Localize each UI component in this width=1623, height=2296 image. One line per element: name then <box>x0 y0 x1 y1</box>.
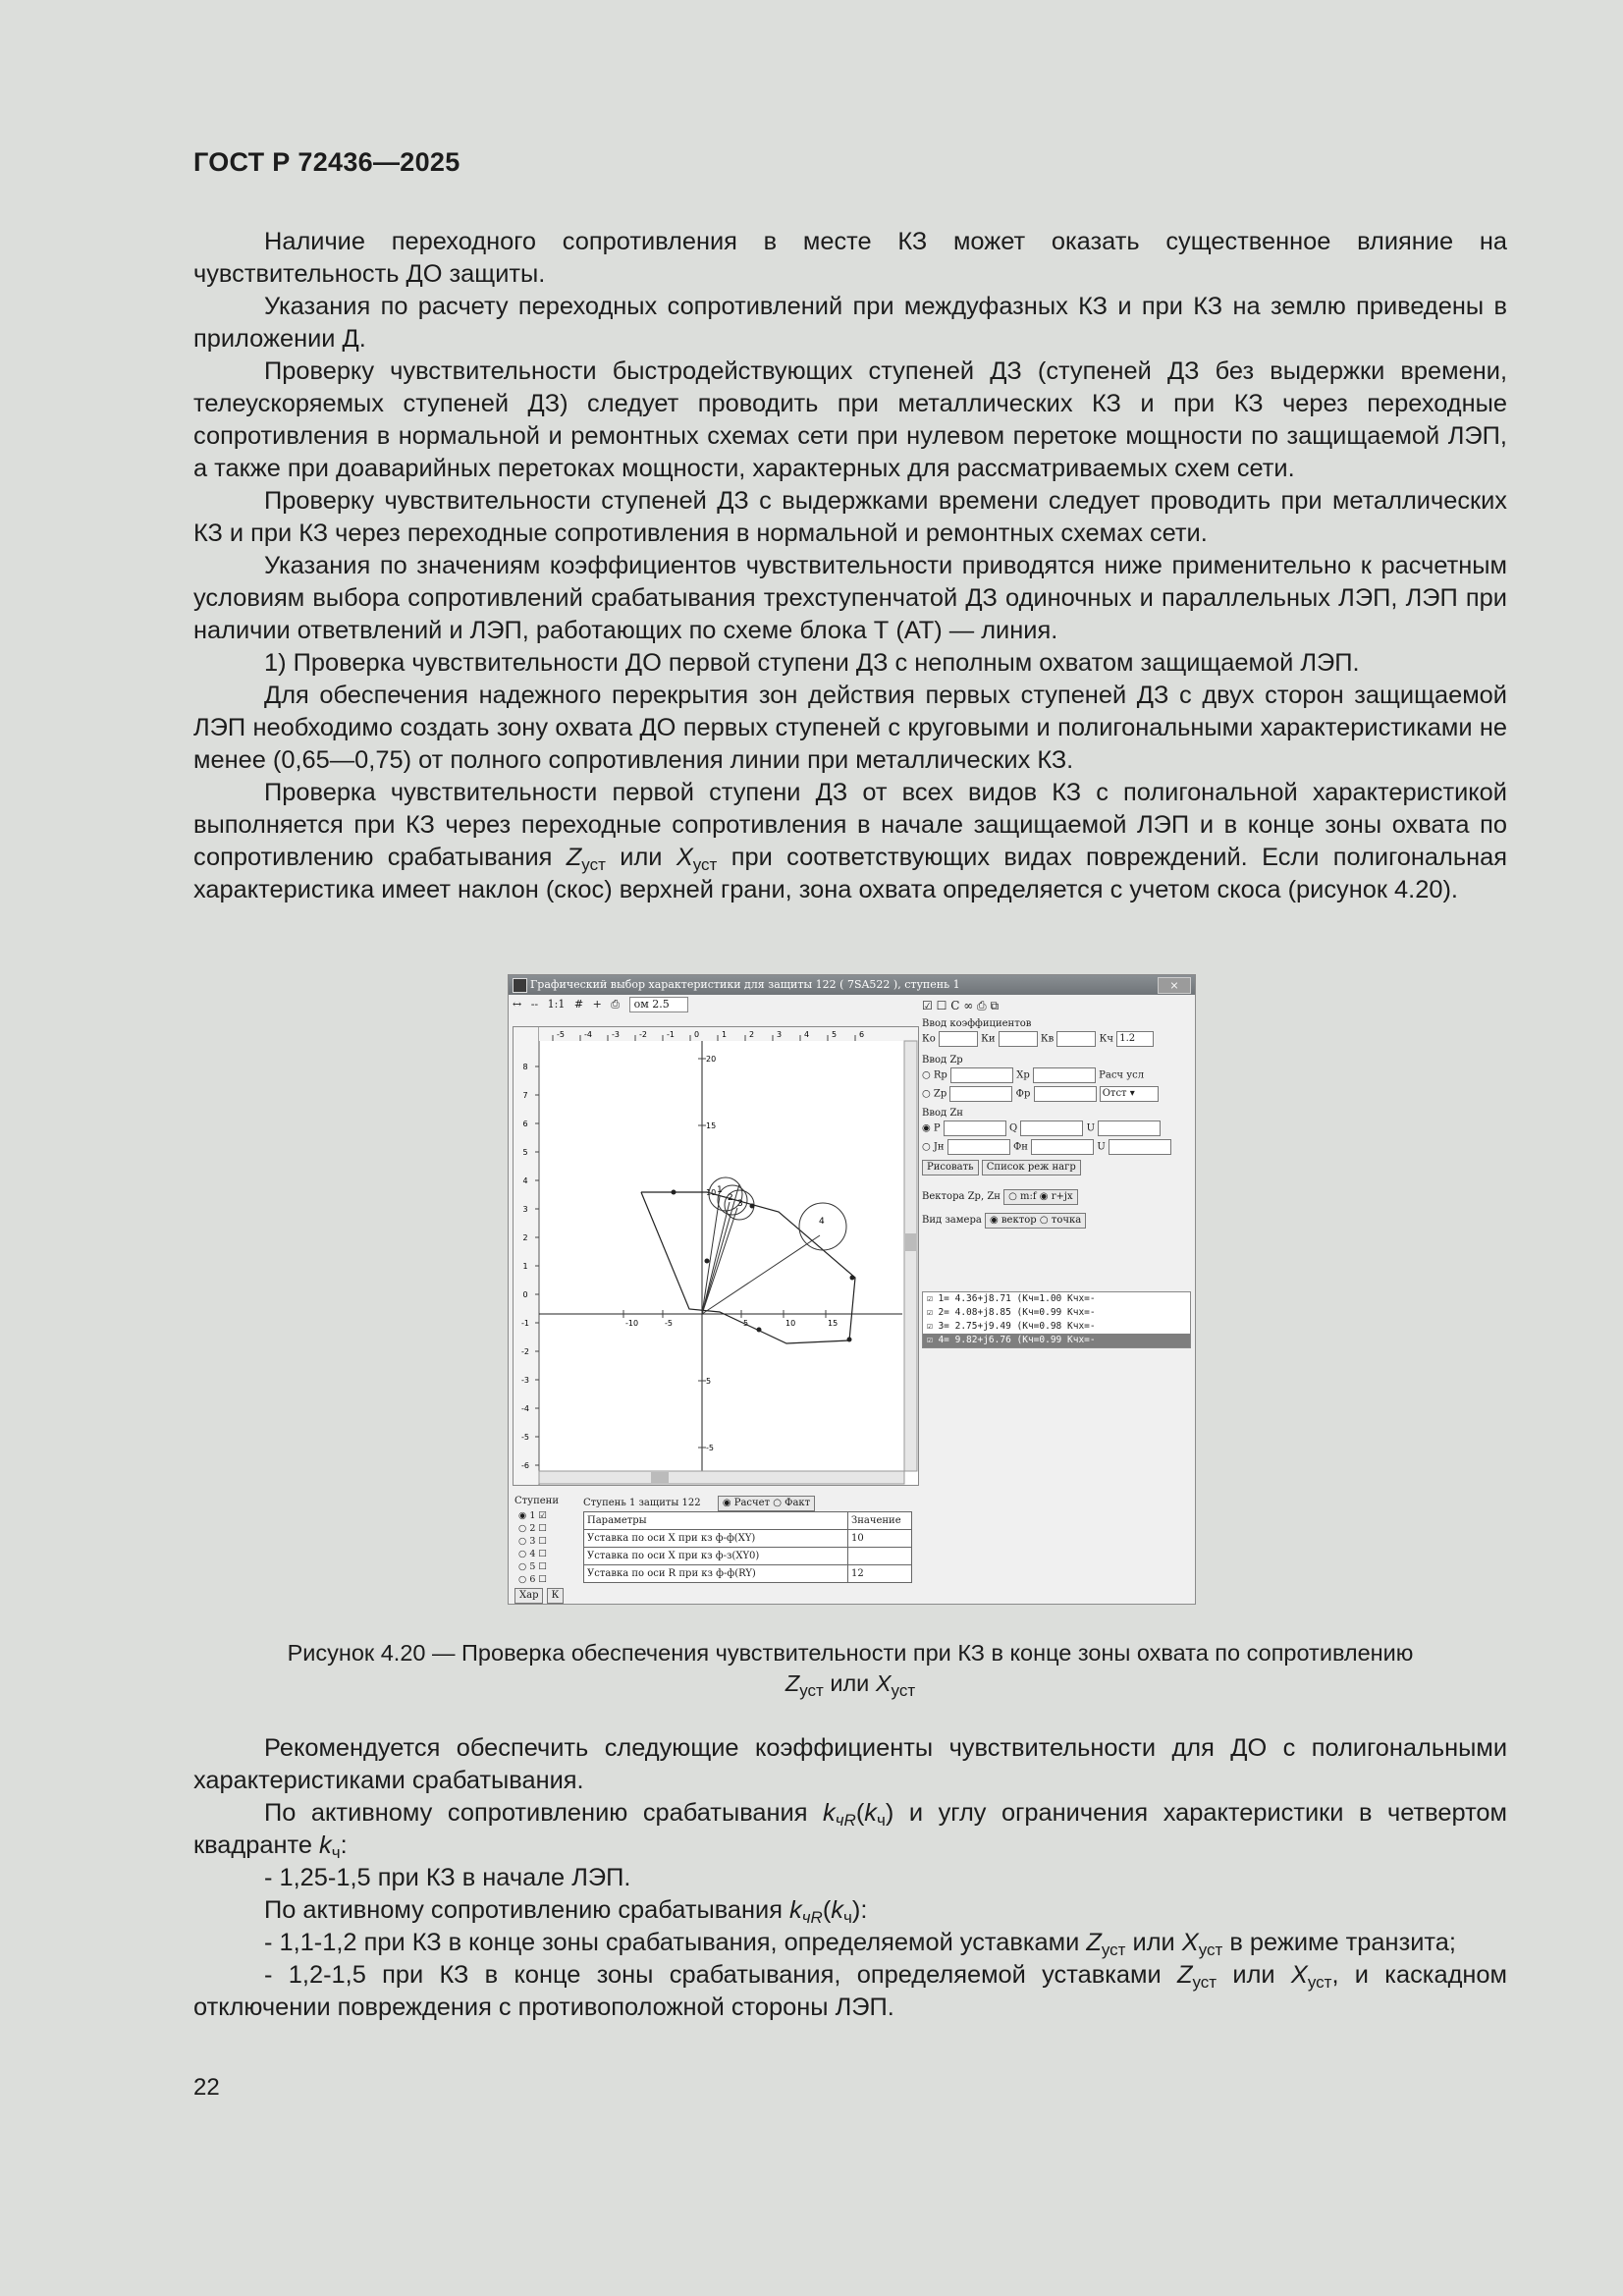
ki-field[interactable] <box>999 1031 1038 1047</box>
window-titlebar <box>509 975 1195 995</box>
ko-field[interactable] <box>939 1031 978 1047</box>
tick-label: -2 <box>639 1030 647 1039</box>
table-cell[interactable]: 10 <box>848 1530 912 1548</box>
fr-field[interactable] <box>1034 1086 1097 1102</box>
tick-label: 20 <box>706 1055 717 1064</box>
stage-title: Ступень 1 защиты 122 <box>583 1498 701 1508</box>
stage-radio[interactable]: ○ 2 ☐ <box>518 1523 547 1534</box>
paragraph: Для обеспечения надежного перекрытия зон действия первых ступеней ДЗ с двух сторон защищаемой ЛЭП необходимо создать зону охвата ДО первых ступеней с круговыми и полигональными характеристиками не менее (0,65—0,75) от полного сопротивления линии при металлических КЗ. <box>193 682 1507 774</box>
tick-label: 3 <box>522 1205 528 1214</box>
tab-k[interactable]: К <box>547 1588 565 1604</box>
table-header-row <box>584 1512 912 1530</box>
zp-group-title: Ввод Zp <box>922 1055 963 1066</box>
tick-label: -1 <box>521 1319 529 1328</box>
zn-group-title: Ввод Zн <box>922 1108 963 1119</box>
figure-caption <box>193 1638 1507 1699</box>
zp-field[interactable] <box>949 1086 1012 1102</box>
tick-label: -10 <box>625 1319 639 1328</box>
calc-label: Расч усл <box>1099 1069 1145 1081</box>
figure-window <box>508 974 1196 1605</box>
stage-radio[interactable]: ○ 6 ☐ <box>518 1574 547 1585</box>
square-icon[interactable]: ☐ <box>936 999 947 1012</box>
crosshair-icon[interactable]: + <box>592 998 602 1011</box>
list-item[interactable]: ☑ 3= 2.75+j9.49 (Кч=0.98 Кчх=- <box>927 1321 1096 1332</box>
tick-label: 4 <box>804 1030 810 1039</box>
coef-label: Кч <box>1099 1033 1114 1045</box>
measure-label: Вид замера <box>922 1215 982 1226</box>
circle-4 <box>799 1203 846 1250</box>
tick-label: -5 <box>557 1030 565 1039</box>
table-cell: Уставка по оси X при кз ф-ф(XY) <box>584 1530 848 1548</box>
coef-row <box>922 1031 1191 1047</box>
tick-label: 5 <box>706 1377 712 1386</box>
scale-1-1-button[interactable]: 1:1 <box>547 998 566 1011</box>
print-icon[interactable]: ⎙ <box>611 998 621 1011</box>
vertical-scroll-thumb[interactable] <box>905 1233 916 1251</box>
tick-label: -3 <box>521 1376 529 1385</box>
vector-line <box>702 1235 820 1314</box>
plot-toolbar <box>513 997 694 1012</box>
copy-icon[interactable]: ⧉ <box>990 999 1000 1012</box>
table-row[interactable] <box>584 1565 912 1583</box>
vector-mode-toggle[interactable]: ○ m:f ◉ r+jx <box>1003 1189 1077 1205</box>
tick-label: -1 <box>667 1030 675 1039</box>
rp-label: Rp <box>933 1069 947 1081</box>
draw-button[interactable]: Рисовать <box>922 1160 979 1175</box>
list-item[interactable]: ☑ 2= 4.08+j8.85 (Кч=0.99 Кчх=- <box>927 1307 1096 1318</box>
point-label: 2 <box>728 1193 733 1203</box>
zn-row-2: ○ Jн Фн U <box>922 1139 1191 1155</box>
tick-label: -2 <box>521 1347 529 1356</box>
grid-icon[interactable]: # <box>573 998 584 1011</box>
tick-label: -4 <box>584 1030 592 1039</box>
tick-label: 7 <box>522 1091 528 1100</box>
vectors-label: Вектора Zp, Zн <box>922 1191 1001 1202</box>
tick-label: 5 <box>743 1319 749 1328</box>
paragraph: Рекомендуется обеспечить следующие коэффициенты чувствительности для ДО с полигональными характеристиками срабатывания. <box>193 1734 1507 1794</box>
coef-label: Ко <box>922 1033 936 1045</box>
window-title: Графический выбор характеристики для защиты 122 ( 7SA522 ), ступень 1 <box>530 978 960 991</box>
table-header: Параметры <box>584 1512 848 1530</box>
p-field[interactable] <box>944 1121 1006 1136</box>
fn-label: Фн <box>1012 1141 1028 1153</box>
tick-label: 5 <box>522 1148 528 1157</box>
horizontal-scroll-thumb[interactable] <box>651 1472 669 1483</box>
paragraph: Проверку чувствительности быстродействующих ступеней ДЗ (ступеней ДЗ без выдержки времени, телеускоряемых ступеней ДЗ) следует проводить при металлических КЗ и при КЗ через переходные сопротивления в нормальной и ремонтных схемах сети при нулевом перетоке мощности по защищаемой ЛЭП, а также при доаварийных перетоках мощности, характерных для рассматриваемых схем сети. <box>193 357 1507 482</box>
body-text-top <box>193 226 1507 906</box>
point-marker <box>757 1328 762 1333</box>
stage-radios <box>518 1509 547 1586</box>
caption-line-1: Рисунок 4.20 — Проверка обеспечения чувствительности при КЗ в конце зоны охвата по сопротивлению <box>287 1640 1414 1666</box>
tick-label: 0 <box>694 1030 700 1039</box>
tick-label: 15 <box>706 1121 717 1130</box>
print-icon[interactable]: ⎙ <box>977 999 987 1012</box>
panel-toolbar <box>922 997 1191 1014</box>
zp-label: Zp <box>933 1088 947 1100</box>
stage-radio[interactable]: ○ 5 ☐ <box>518 1561 547 1572</box>
measure-row <box>922 1213 1191 1229</box>
zoom-field[interactable]: ом 2.5 <box>629 997 688 1012</box>
body-text-bottom <box>193 1732 1507 2024</box>
paragraph: Наличие переходного сопротивления в месте КЗ может оказать существенное влияние на чувствительность ДО защиты. <box>193 228 1507 288</box>
impedance-plot[interactable] <box>513 1026 919 1486</box>
q-label: Q <box>1009 1122 1018 1134</box>
coef-group-title: Ввод коэффициентов <box>922 1018 1032 1029</box>
tick-label: 1 <box>522 1262 528 1271</box>
tick-label: -3 <box>612 1030 620 1039</box>
bottom-panel <box>513 1494 1190 1602</box>
point-marker <box>672 1190 676 1195</box>
tick-label: -5 <box>521 1433 529 1442</box>
tick-label: 6 <box>859 1030 865 1039</box>
paragraph: Проверка чувствительности первой ступени ДЗ от всех видов КЗ с полигональной характеристикой выполняется при КЗ через переходные сопротивления в начале защищаемой ЛЭП и в конце зоны охвата по сопротивлению срабатывания $Z_{уст}$ или $X_{уст}$ при соответствующих видах повреждений. Если полигональная характеристика имеет наклон (скос) верхней грани, зона охвата определяется с учетом скоса (рисунок 4.20). <box>193 779 1507 903</box>
vectors-row <box>922 1189 1191 1205</box>
c-icon[interactable]: C <box>950 999 960 1012</box>
u-label: U <box>1086 1122 1096 1134</box>
stage-radio[interactable]: ◉ 1 ☑ <box>518 1510 547 1521</box>
tick-label: 10 <box>785 1319 796 1328</box>
point-marker <box>850 1276 855 1281</box>
table-cell: Уставка по оси R при кз ф-ф(RY) <box>584 1565 848 1583</box>
paragraph: Указания по значениям коэффициентов чувствительности приводятся ниже применительно к расчетным условиям выбора сопротивлений срабатывания трехступенчатой ДЗ одиночных и параллельных ЛЭП, ЛЭП при наличии ответвлений и ЛЭП, работающих по схеме блока Т (АТ) — линия. <box>193 552 1507 644</box>
fr-label: Фр <box>1015 1088 1031 1100</box>
document-header: ГОСТ Р 72436—2025 <box>193 147 460 177</box>
tick-label: 15 <box>828 1319 839 1328</box>
xp-label: Xp <box>1016 1069 1030 1081</box>
vector-line <box>702 1196 720 1314</box>
tick-label: 10 <box>706 1188 717 1197</box>
stage-header <box>583 1496 815 1511</box>
tab-char[interactable]: Хар <box>514 1588 543 1604</box>
tick-label: -5 <box>665 1319 673 1328</box>
coef-label: Ки <box>981 1033 996 1045</box>
tick-label: 8 <box>522 1063 528 1071</box>
line-icon[interactable]: -- <box>530 998 539 1011</box>
calc-select[interactable]: Отст ▾ <box>1100 1086 1159 1102</box>
impedance-plot-svg <box>514 1027 918 1485</box>
page-number: 22 <box>193 2074 220 2101</box>
stages-label: Ступени <box>514 1496 559 1506</box>
list-item[interactable]: ☑ 4= 9.82+j6.76 (Кч=0.99 Кчх=- <box>923 1334 1190 1347</box>
point-marker <box>750 1204 755 1209</box>
stage-radio[interactable]: ○ 4 ☐ <box>518 1549 547 1559</box>
tick-label: 5 <box>832 1030 838 1039</box>
zp-row-2: ○ Zp Фр Отст ▾ <box>922 1086 1191 1102</box>
paragraph: - 1,25-1,5 при КЗ в начале ЛЭП. <box>264 1864 631 1891</box>
rp-field[interactable] <box>950 1067 1013 1083</box>
coef-label: Кв <box>1040 1033 1055 1045</box>
table-row[interactable] <box>584 1548 912 1565</box>
load-modes-button[interactable]: Список реж нагр <box>982 1160 1081 1175</box>
list-item[interactable]: ☑ 1= 4.36+j8.71 (Кч=1.00 Кчх=- <box>927 1293 1096 1304</box>
table-header: Значение <box>848 1512 912 1530</box>
axis-ticks <box>623 1055 838 1452</box>
u-field[interactable] <box>1098 1121 1161 1136</box>
app-icon <box>513 978 527 993</box>
mode-radios[interactable]: ◉ Расчет ○ Факт <box>718 1496 815 1511</box>
zn-row-1: ◉ P Q U <box>922 1121 1191 1136</box>
paragraph: Указания по расчету переходных сопротивлений при междуфазных КЗ и при КЗ на землю приведены в приложении Д. <box>193 293 1507 353</box>
point-label: 1 <box>717 1185 723 1195</box>
caption-line-2: $Z_{уст}$ или $X_{уст}$ <box>784 1670 916 1700</box>
stage-radio[interactable]: ○ 3 ☐ <box>518 1536 547 1547</box>
tick-label: 6 <box>522 1120 528 1128</box>
jn-label: Jн <box>933 1141 945 1153</box>
point-marker <box>705 1259 710 1264</box>
measure-mode-toggle[interactable]: ◉ вектор ○ точка <box>985 1213 1086 1229</box>
bottom-tabs <box>514 1588 564 1604</box>
tick-label: 0 <box>522 1290 528 1299</box>
vector-line <box>702 1184 739 1314</box>
kv-field[interactable] <box>1056 1031 1096 1047</box>
table-cell[interactable]: 12 <box>848 1565 912 1583</box>
table-cell[interactable] <box>848 1548 912 1565</box>
q-field[interactable] <box>1020 1121 1083 1136</box>
button-row <box>922 1160 1191 1175</box>
jn-field[interactable] <box>947 1139 1010 1155</box>
pan-icon[interactable]: ↔ <box>513 998 522 1011</box>
point-label: 3 <box>737 1199 743 1209</box>
xp-field[interactable] <box>1033 1067 1096 1083</box>
zp-row-1: ○ Rp Xp Расч усл <box>922 1067 1191 1083</box>
close-button[interactable]: × <box>1158 977 1191 994</box>
params-table <box>583 1511 912 1583</box>
tick-label: -5 <box>706 1444 714 1452</box>
paragraph: По активному сопротивлению срабатывания $k_{чR}(k_ч)$: <box>264 1896 868 1927</box>
table-cell: Уставка по оси X при кз ф-з(XY0) <box>584 1548 848 1565</box>
vector-line <box>702 1202 730 1314</box>
tick-label: 2 <box>749 1030 755 1039</box>
tick-label: -6 <box>521 1461 529 1470</box>
link-icon[interactable]: ∞ <box>963 999 974 1012</box>
checkbox-icon[interactable]: ☑ <box>922 999 933 1012</box>
tick-label: 2 <box>522 1233 528 1242</box>
settings-panel <box>922 997 1191 1345</box>
paragraph: По активному сопротивлению срабатывания $k_{чR}(k_ч)$ и углу ограничения характеристики в четвертом квадранте $k_ч$: <box>193 1799 1507 1862</box>
tick-label: 3 <box>777 1030 783 1039</box>
kch-field[interactable]: 1.2 <box>1116 1031 1154 1047</box>
paragraph: Проверку чувствительности ступеней ДЗ с выдержками времени следует проводить при металлических КЗ и при КЗ через переходные сопротивления в нормальной и ремонтных схемах сети. <box>193 487 1507 547</box>
u2-field[interactable] <box>1109 1139 1171 1155</box>
paragraph: 1) Проверка чувствительности ДО первой ступени ДЗ с неполным охватом защищаемой ЛЭП. <box>264 649 1360 677</box>
point-marker <box>847 1338 852 1342</box>
fn-field[interactable] <box>1031 1139 1094 1155</box>
p-label: P <box>933 1122 941 1134</box>
horizontal-scrollbar[interactable] <box>539 1471 904 1484</box>
tick-label: 1 <box>722 1030 728 1039</box>
vertical-scrollbar[interactable] <box>904 1041 917 1471</box>
point-label: 4 <box>819 1217 825 1227</box>
u2-label: U <box>1097 1141 1106 1153</box>
results-list[interactable] <box>922 1291 1191 1348</box>
table-row[interactable] <box>584 1530 912 1548</box>
paragraph: - 1,2-1,5 при КЗ в конце зоны срабатывания, определяемой уставками $Z_{уст}$ или $X_{уст}$, и каскадном отключении повреждения с противоположной стороны ЛЭП. <box>193 1961 1507 2021</box>
tick-label: 4 <box>522 1176 528 1185</box>
tick-label: -4 <box>521 1404 529 1413</box>
paragraph: - 1,1-1,2 при КЗ в конце зоны срабатывания, определяемой уставками $Z_{уст}$ или $X_{уст}$ в режиме транзита; <box>264 1929 1456 1959</box>
